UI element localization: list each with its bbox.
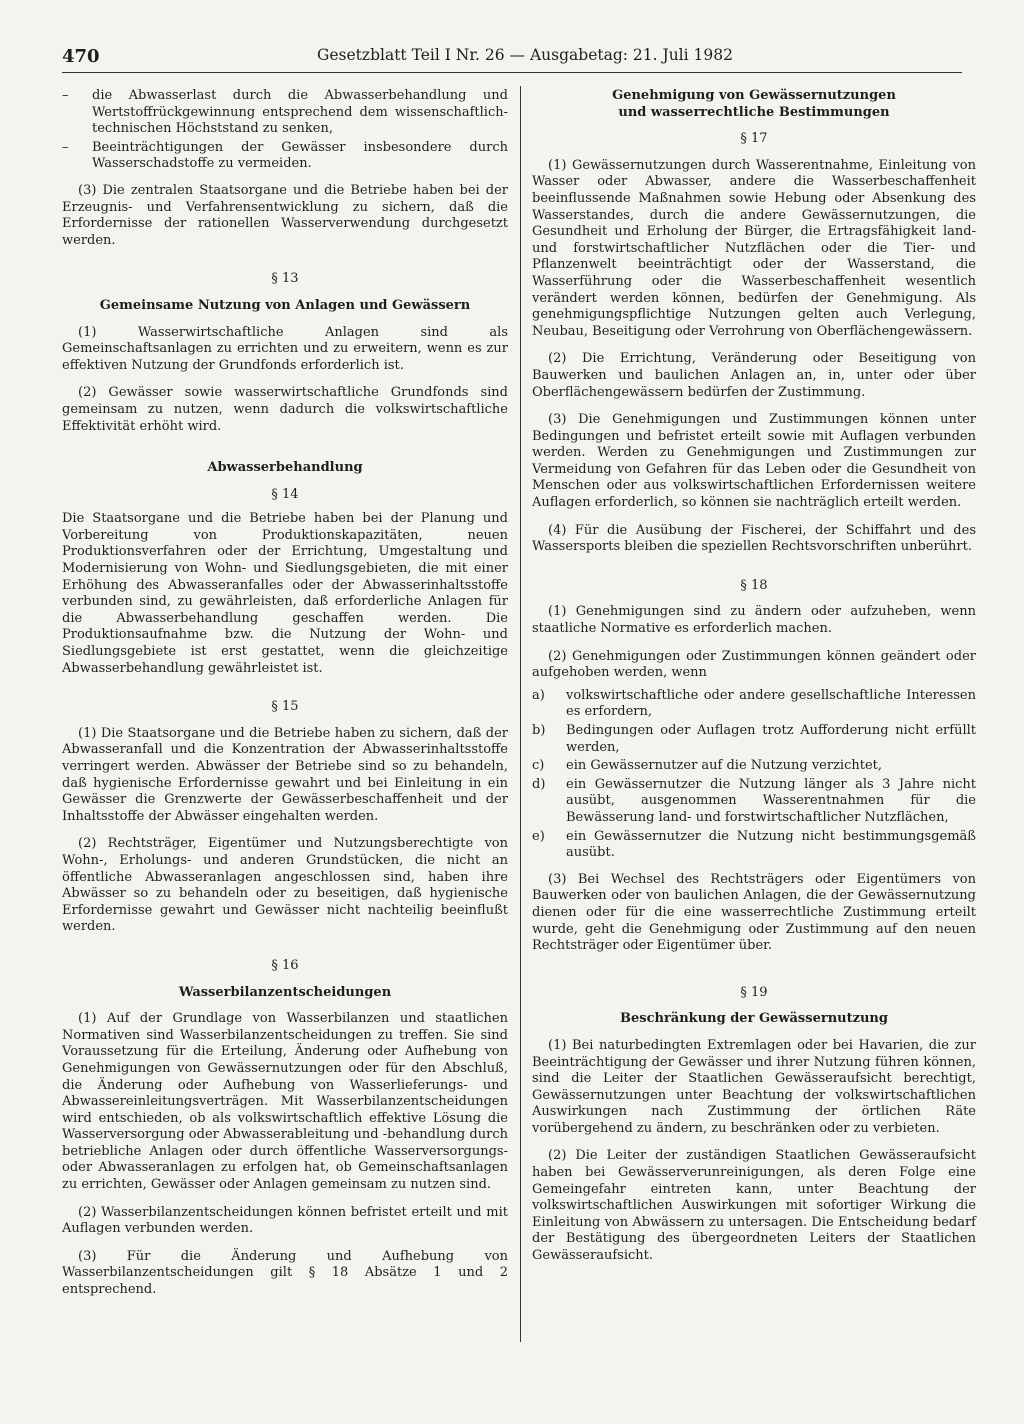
list-item [532, 758, 976, 775]
section-label: § 18 [740, 577, 768, 593]
list-item-text: volkswirtschaftliche oder andere gesellschaftliche Interessen es erfordern, [566, 687, 976, 720]
list-item [532, 688, 976, 721]
section-title: Wasserbilanzentscheidungen [178, 984, 392, 1000]
section-label: § 15 [271, 699, 299, 715]
paragraph: (3) Die zentralen Staatsorgane und die Betriebe haben bei der Erzeugnis- und Verfahrensentwicklung zu sichern, daß die Erfordernisse der rationellen Wasserverwendung durchgesetzt werden. [62, 182, 508, 248]
left-column [62, 88, 508, 1310]
list-marker: c) [532, 758, 545, 774]
paragraph: (2) Genehmigungen oder Zustimmungen können geändert oder aufgehoben werden, wenn [532, 648, 976, 681]
paragraph: (2) Gewässer sowie wasserwirtschaftliche Grundfonds sind gemeinsam zu nutzen, wenn dadurch die volkswirtschaftliche Effektivität erhöht wird. [62, 385, 508, 434]
section-label: § 13 [271, 271, 299, 287]
list-item-text: die Abwasserlast durch die Abwasserbehandlung und Wertstoffrückgewinnung entsprechend dem wissenschaftlich-technischen Höchststand zu senken, [92, 88, 508, 137]
paragraph: (3) Bei Wechsel des Rechtsträgers oder Eigentümers von Bauwerken oder von baulichen Anlagen, die der Gewässernutzung dienen oder für die eine wasserrechtliche Zustimmung erteilt wurde, geht die Genehmigung oder Zustimmung auf den neuen Rechtsträger oder Eigentümer über. [532, 871, 976, 954]
header-rule [62, 72, 962, 73]
list-item [532, 829, 976, 862]
paragraph: (3) Für die Änderung und Aufhebung von Wasserbilanzentscheidungen gilt § 18 Absätze 1 und 2 entsprechend. [62, 1248, 508, 1298]
list-marker: b) [532, 723, 546, 738]
dash-list [62, 88, 508, 173]
right-column [532, 88, 976, 1276]
paragraph: (1) Gewässernutzungen durch Wasserentnahme, Einleitung von Wasser oder Abwasser, andere die Wasserbeschaffenheit beeinflussende Maßnahmen sowie Hebung oder Absenkung des Wasserstandes, durch die andere Gewässernutzungen, die Gesundheit und Erholung der Bürger, die Ertragsfähigkeit land- und forstwirtschaftlicher Nutzflächen oder die Tier- und Pflanzenwelt beeinträchtigt oder der Wasserstand, die Wasserführung oder die Wasserbeschaffenheit wesentlich verändert werden können, bedürfen der Genehmigung. Als genehmigungspflichtige Nutzungen gelten auch Verlegung, Neubau, Beseitigung oder Verrohrung von Oberflächengewässern. [532, 157, 976, 339]
list-item-text: ein Gewässernutzer die Nutzung nicht bestimmungsgemäß ausübt. [566, 828, 976, 861]
dash-mark: – [62, 139, 69, 155]
list-marker: e) [532, 828, 545, 844]
paragraph: (2) Die Leiter der zuständigen Staatlichen Gewässeraufsicht haben bei Gewässerverunreinigungen, als deren Folge eine Gemeingefahr eintreten kann, unter Beachtung der volkswirtschaftlichen Auswirkungen mit sofortiger Wirkung die Einleitung von Abwässern zu untersagen. Die Entscheidung bedarf der Bestätigung des übergeordneten Leiters der Staatlichen Gewässeraufsicht. [532, 1148, 976, 1264]
paragraph: (1) Wasserwirtschaftliche Anlagen sind als Gemeinschaftsanlagen zu errichten und zu erweitern, wenn es zur effektiven Nutzung der Grundfonds erforderlich ist. [62, 324, 508, 373]
list-item [62, 88, 508, 138]
section-label: § 17 [740, 131, 768, 147]
list-item-text: ein Gewässernutzer die Nutzung länger als 3 Jahre nicht ausübt, ausgenommen Wasserentnahmen für die Bewässerung land- und forstwirtschaftlicher Nutzflächen, [566, 776, 976, 825]
list-item-text: Bedingungen oder Auflagen trotz Aufforderung nicht erfüllt werden, [566, 723, 976, 755]
list-item [532, 777, 976, 827]
paragraph: (2) Rechtsträger, Eigentümer und Nutzungsberechtigte von Wohn-, Erholungs- und anderen Grundstücken, die nicht an öffentliche Abwasseranlagen angeschlossen sind, haben ihre Abwässer so zu behandeln oder zu beseitigen, daß hygienische Erfordernisse gewahrt und Gewässer nicht nachteilig beeinflußt werden. [62, 836, 508, 935]
section-title: Beschränkung der Gewässernutzung [620, 1011, 888, 1027]
paragraph: (1) Bei naturbedingten Extremlagen oder bei Havarien, die zur Beeinträchtigung der Gewässer und ihrer Nutzung führen können, sind die Leiter der Staatlichen Gewässeraufsicht berechtigt, Gewässernutzungen unter Beachtung der volkswirtschaftlichen Auswirkungen nach Zustimmung der örtlichen Räte vorübergehend zu ändern, zu beschränken oder zu verbieten. [532, 1037, 976, 1136]
paragraph: (4) Für die Ausübung der Fischerei, der Schiffahrt und des Wassersports bleiben die speziellen Rechtsvorschriften unberührt. [532, 522, 976, 555]
list-item [62, 140, 508, 173]
paragraph: (1) Genehmigungen sind zu ändern oder aufzuheben, wenn staatliche Normative es erforderlich machen. [532, 604, 976, 637]
paragraph: (3) Die Genehmigungen und Zustimmungen können unter Bedingungen und befristet erteilt sowie mit Auflagen verbunden werden. Werden zu Genehmigungen und Zustimmungen zur Vermeidung von Gefahren für das Leben oder die Gesundheit von Menschen oder aus volkswirtschaftlichen Erfordernissen weitere Auflagen erforderlich, so können sie nachträglich erteilt werden. [532, 412, 976, 511]
list-item [532, 723, 976, 756]
block-title: Genehmigung von Gewässernutzungen [612, 88, 896, 103]
list-item-text: Beeinträchtigungen der Gewässer insbesondere durch Wasserschadstoffe zu vermeiden. [92, 139, 508, 172]
section-label: § 19 [740, 984, 768, 1000]
section-title: Gemeinsame Nutzung von Anlagen und Gewässern [99, 297, 471, 313]
section-label: § 14 [271, 486, 299, 502]
list-marker: d) [532, 776, 546, 792]
column-divider [520, 86, 521, 1342]
block-title: und wasserrechtliche Bestimmungen [618, 104, 890, 120]
section-label: § 16 [271, 957, 299, 973]
dash-mark: – [62, 88, 69, 103]
section-title: Abwasserbehandlung [207, 460, 363, 476]
alpha-list [532, 688, 976, 862]
paragraph: (1) Die Staatsorgane und die Betriebe haben zu sichern, daß der Abwasseranfall und die Konzentration der Abwasserinhaltsstoffe verringert werden. Abwässer der Betriebe sind so zu behandeln, daß hygienische Erfordernisse gewahrt und bei Einleitung in ein Gewässer die Grenzwerte der Gewässerbeschaffenheit und der Inhaltsstoffe der Abwässer eingehalten werden. [62, 725, 508, 824]
paragraph: (1) Auf der Grundlage von Wasserbilanzen und staatlichen Normativen sind Wasserbilanzentscheidungen zu treffen. Sie sind Voraussetzung für die Erteilung, Änderung oder Aufhebung von Genehmigungen von Gewässernutzungen oder für den Abschluß, die Änderung oder Aufhebung von Wasserlieferungs- und Abwassereinleitungsverträgen. Mit Wasserbilanzentscheidungen wird entschieden, ob als volkswirtschaftlich effektive Lösung die Wasserversorgung oder Abwasserableitung und -behandlung durch betriebliche Anlagen oder durch öffentliche Wasserversorgungs- oder Abwasseranlagen zu erfolgen hat, ob Gemeinschaftsanlagen zu errichten, Gewässer oder Anlagen gemeinsam zu nutzen sind. [62, 1011, 508, 1193]
paragraph: (2) Wasserbilanzentscheidungen können befristet erteilt und mit Auflagen verbunden werden. [62, 1204, 508, 1237]
page-header [62, 42, 962, 72]
list-marker: a) [532, 687, 545, 703]
paragraph: Die Staatsorgane und die Betriebe haben bei der Planung und Vorbereitung von Produktionskapazitäten, neuen Produktionsverfahren oder der Errichtung, Umgestaltung und Modernisierung von Wohn- und Siedlungsgebieten, die mit einer Erhöhung des Abwasseranfalles oder der Abwasserinhaltsstoffe verbunden sind, zu gewährleisten, daß erforderliche Anlagen für die Abwasserbehandlung geschaffen werden. Die Produktionsaufnahme bzw. die Nutzung der Wohn- und Siedlungsgebiete ist erst gestattet, wenn die gleichzeitige Abwasserbehandlung gewährleistet ist. [62, 511, 508, 676]
list-item-text: ein Gewässernutzer auf die Nutzung verzichtet, [566, 758, 882, 774]
paragraph: (2) Die Errichtung, Veränderung oder Beseitigung von Bauwerken und baulichen Anlagen an, in, unter oder über Oberflächengewässern bedürfen der Zustimmung. [532, 351, 976, 400]
header-title: Gesetzblatt Teil I Nr. 26 — Ausgabetag: 21. Juli 1982 [317, 46, 733, 64]
page-number: 470 [62, 46, 100, 67]
